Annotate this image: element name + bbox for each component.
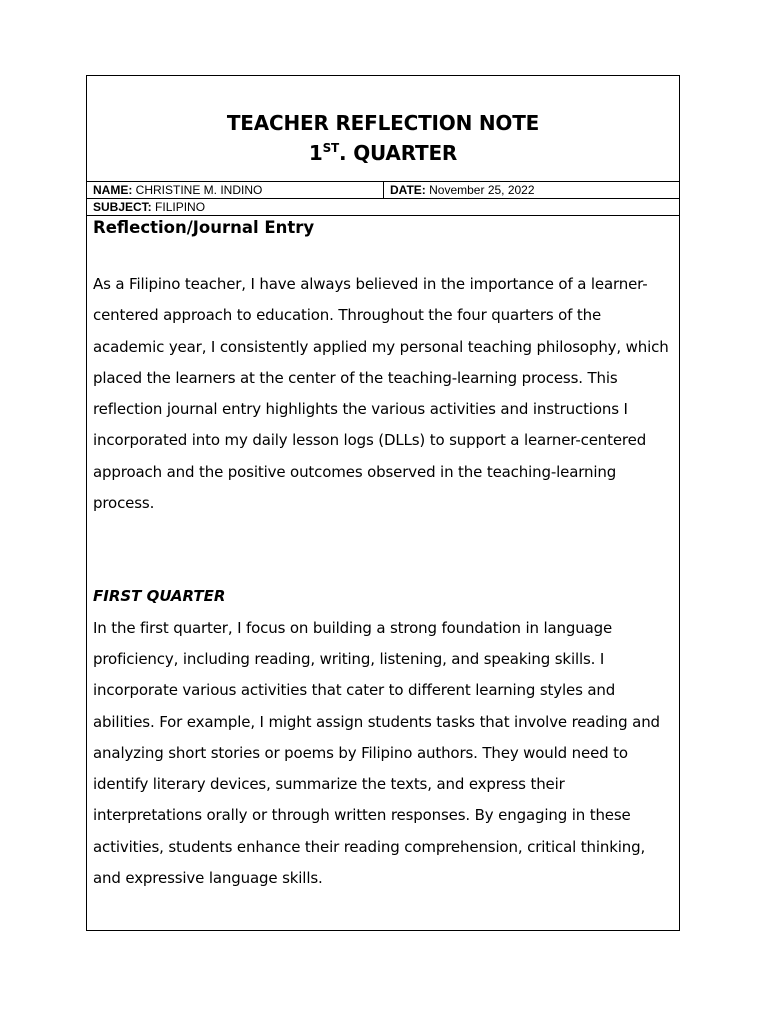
quarter-suffix: ST xyxy=(322,141,340,155)
date-cell xyxy=(384,182,679,198)
section-heading: Reflection/Journal Entry xyxy=(93,218,315,237)
document-title: TEACHER REFLECTION NOTE xyxy=(226,111,540,135)
name-date-row xyxy=(87,182,679,199)
date-label: DATE: xyxy=(390,183,426,197)
reflection-document xyxy=(86,75,680,931)
quarter-title xyxy=(87,138,679,168)
name-cell xyxy=(87,182,384,198)
subject-value: FILIPINO xyxy=(155,200,206,214)
first-quarter-paragraph: In the first quarter, I focus on building a strong foundation in language proficiency, including reading, writing, listening, and speaking skills. I incorporate various activities that cater to different learning styles and abilities. For example, I might assign students tasks that involve reading and analyzing short stories or poems by Filipino authors. They would need to identify literary devices, summarize the texts, and express their interpretations orally or through written responses. By engaging in these activities, students enhance their reading comprehension, critical thinking, and expressive language skills. xyxy=(93,618,660,888)
title-block xyxy=(87,76,679,182)
quarter-label: . QUARTER xyxy=(339,141,458,165)
name-value: CHRISTINE M. INDINO xyxy=(135,183,263,197)
date-value: November 25, 2022 xyxy=(429,183,535,197)
name-label: NAME: xyxy=(93,183,133,197)
subject-label: SUBJECT: xyxy=(93,200,152,214)
intro-paragraph: As a Filipino teacher, I have always believed in the importance of a learner-centered approach to education. Throughout the four quarters of the academic year, I consistently applied my personal teaching philosophy, which placed the learners at the center of the teaching-learning process. This reflection journal entry highlights the various activities and instructions I incorporated into my daily lesson logs (DLLs) to support a learner-centered approach and the positive outcomes observed in the teaching-learning process. xyxy=(93,275,669,513)
subject-row xyxy=(87,199,679,216)
reflection-body xyxy=(87,217,679,894)
quarter-number: 1 xyxy=(308,141,323,165)
first-quarter-heading: FIRST QUARTER xyxy=(93,587,226,606)
subject-cell xyxy=(87,199,679,215)
